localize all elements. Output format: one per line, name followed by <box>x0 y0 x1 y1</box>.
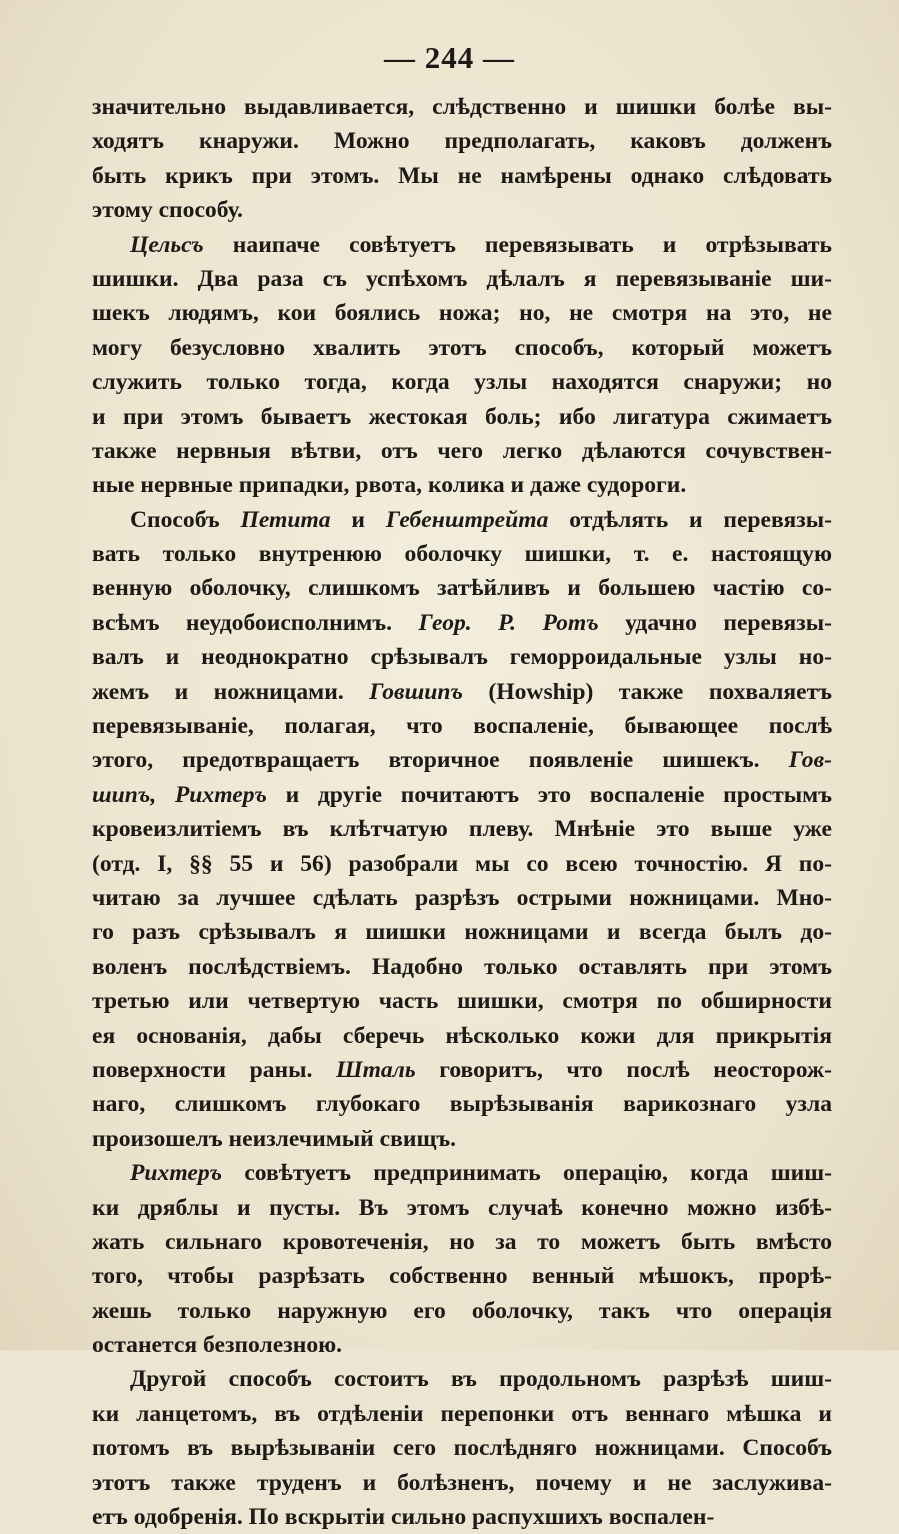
text-line <box>92 984 832 1018</box>
text-run: и <box>330 506 386 533</box>
text-line <box>92 90 832 124</box>
text-run: жать сильнаго кровотеченія, но за то можетъ быть вмѣсто <box>92 1228 832 1255</box>
text-line <box>92 915 832 949</box>
text-run: могу безусловно хвалить этотъ способъ, который можетъ <box>92 334 832 361</box>
text-line <box>92 1397 832 1431</box>
text-run: служить только тогда, когда узлы находятся снаружи; но <box>92 369 832 396</box>
paragraph <box>92 1156 832 1362</box>
text-run: удачно перевязы- <box>598 609 832 636</box>
text-line <box>92 675 832 709</box>
text-run: читаю за лучшее сдѣлать разрѣзъ острыми ножницами. Мно- <box>92 884 832 911</box>
text-run: Другой способъ состоитъ въ продольномъ разрѣзѣ шиш- <box>130 1366 832 1393</box>
text-run: вать только внутренюю оболочку шишки, т. е. настоящую <box>92 541 832 568</box>
text-run: жемъ и ножницами. <box>92 678 370 705</box>
text-line <box>92 296 832 330</box>
text-line <box>92 1087 832 1121</box>
text-line <box>92 124 832 158</box>
text-run: значительно выдавливается, слѣдственно и шишки болѣе вы- <box>92 94 832 120</box>
text-run: ки ланцетомъ, въ отдѣленіи перепонки отъ веннаго мѣшка и <box>92 1400 832 1427</box>
italic-name: Шталь <box>336 1056 416 1083</box>
text-run: отдѣлять и перевязы- <box>548 506 832 533</box>
text-line <box>92 262 832 296</box>
text-line <box>92 1500 832 1534</box>
text-line <box>92 365 832 399</box>
text-run: кровеизлитіемъ въ клѣтчатую плеву. Мнѣніе это выше уже <box>92 816 832 843</box>
italic-name: Цельсъ <box>130 231 204 258</box>
text-run: го разъ срѣзывалъ я шишки ножницами и всегда былъ до- <box>92 919 832 946</box>
text-run: перевязываніе, полагая, что воспаленіе, бывающее послѣ <box>92 713 832 740</box>
text-line <box>92 1191 832 1225</box>
italic-name: Говшипъ <box>369 678 463 705</box>
text-run: быть крикъ при этомъ. Мы не намѣрены однако слѣдовать <box>92 162 832 189</box>
paragraph <box>92 90 832 228</box>
text-line <box>92 1259 832 1293</box>
text-line <box>92 881 832 915</box>
text-run: ходятъ кнаружи. Можно предполагать, каковъ долженъ <box>92 128 832 155</box>
italic-name: Гов- <box>788 747 832 774</box>
text-run: совѣтуетъ предпринимать операцію, когда шиш- <box>222 1160 832 1187</box>
text-line <box>92 1053 832 1087</box>
text-run: ные нервные припадки, рвота, колика и даже судороги. <box>92 472 687 499</box>
italic-name: Гебенштрейта <box>385 506 549 533</box>
text-line <box>92 537 832 571</box>
text-line <box>92 709 832 743</box>
text-line <box>92 503 832 537</box>
paragraph <box>92 228 832 503</box>
text-run: того, чтобы разрѣзать собственно венный мѣшокъ, прорѣ- <box>92 1263 832 1290</box>
text-run: и при этомъ бываетъ жестокая боль; ибо лигатура сжимаетъ <box>92 403 832 430</box>
text-line <box>92 1225 832 1259</box>
text-line <box>92 1019 832 1053</box>
text-run: шекъ людямъ, кои боялись ножа; но, не смотря на это, не <box>92 300 832 327</box>
text-line <box>92 400 832 434</box>
text-run: этого, предотвращаетъ вторичное появленіе шишекъ. <box>92 747 789 774</box>
text-run: потомъ въ вырѣзываніи сего послѣдняго ножницами. Способъ <box>92 1435 832 1462</box>
text-run: третью или четвертую часть шишки, смотря по обширности <box>92 988 832 1015</box>
text-run: всѣмъ неудобоисполнимъ. <box>92 609 419 636</box>
text-run: ея основанія, дабы сберечь нѣсколько кожи для прикрытія <box>92 1022 832 1049</box>
text-line <box>92 571 832 605</box>
text-line <box>92 640 832 674</box>
text-line <box>92 950 832 984</box>
text-run: жешь только наружную его оболочку, такъ что операція <box>92 1297 832 1324</box>
text-line <box>92 1431 832 1465</box>
text-run: венную оболочку, слишкомъ затѣйливъ и большею частію со- <box>92 575 832 602</box>
text-line <box>92 1294 832 1328</box>
text-run: (отд. I, §§ 55 и 56) разобрали мы со всею точностію. Я по- <box>92 850 832 877</box>
italic-name: Рихтеръ <box>130 1160 223 1187</box>
text-run: говоритъ, что послѣ неосторож- <box>415 1056 832 1083</box>
text-line <box>92 193 832 227</box>
text-line <box>92 778 832 812</box>
italic-name: Геор. Р. Ротъ <box>418 609 599 636</box>
page-number: — 244 — <box>384 40 515 75</box>
text-line <box>92 331 832 365</box>
text-run: Способъ <box>130 506 241 533</box>
italic-name: Петита <box>240 506 331 533</box>
text-line <box>92 1122 832 1156</box>
text-line <box>92 468 832 502</box>
text-line <box>92 159 832 193</box>
paragraph <box>92 503 832 1156</box>
paragraph <box>92 1362 832 1534</box>
text-run: и другіе почитаютъ это воспаленіе простымъ <box>266 781 832 808</box>
text-line <box>92 606 832 640</box>
italic-name: шипъ, Рихтеръ <box>92 781 267 808</box>
text-run: ки дряблы и пусты. Въ этомъ случаѣ конечно можно избѣ- <box>92 1194 832 1221</box>
text-line <box>92 434 832 468</box>
text-run: также нервныя вѣтви, отъ чего легко дѣлаются сочувствен- <box>92 437 832 464</box>
text-run: этотъ также труденъ и болѣзненъ, почему и не заслужива- <box>92 1469 832 1496</box>
text-run: наипаче совѣтуетъ перевязывать и отрѣзывать <box>203 231 832 258</box>
text-run: останется безполезною. <box>92 1332 343 1359</box>
body-text <box>92 90 832 1534</box>
text-run: наго, слишкомъ глубокаго вырѣзыванія варикознаго узла <box>92 1091 832 1118</box>
text-run: шишки. Два раза съ успѣхомъ дѣлалъ я перевязываніе ши- <box>92 265 832 292</box>
text-run: произошелъ неизлечимый свищъ. <box>92 1125 457 1152</box>
text-line <box>92 1156 832 1190</box>
text-run: (Howship) также похваляетъ <box>462 678 832 705</box>
text-line <box>92 1328 832 1362</box>
text-line <box>92 228 832 262</box>
text-run: етъ одобренія. По вскрытіи сильно распухшихъ воспален- <box>92 1504 715 1531</box>
text-run: поверхности раны. <box>92 1056 336 1083</box>
text-line <box>92 743 832 777</box>
text-line <box>92 847 832 881</box>
text-run: валъ и неоднократно срѣзывалъ геморроидальные узлы но- <box>92 644 832 671</box>
text-line <box>92 1362 832 1396</box>
text-line <box>92 812 832 846</box>
text-run: воленъ послѣдствіемъ. Надобно только оставлять при этомъ <box>92 953 832 980</box>
text-run: этому способу. <box>92 197 243 224</box>
text-line <box>92 1466 832 1500</box>
